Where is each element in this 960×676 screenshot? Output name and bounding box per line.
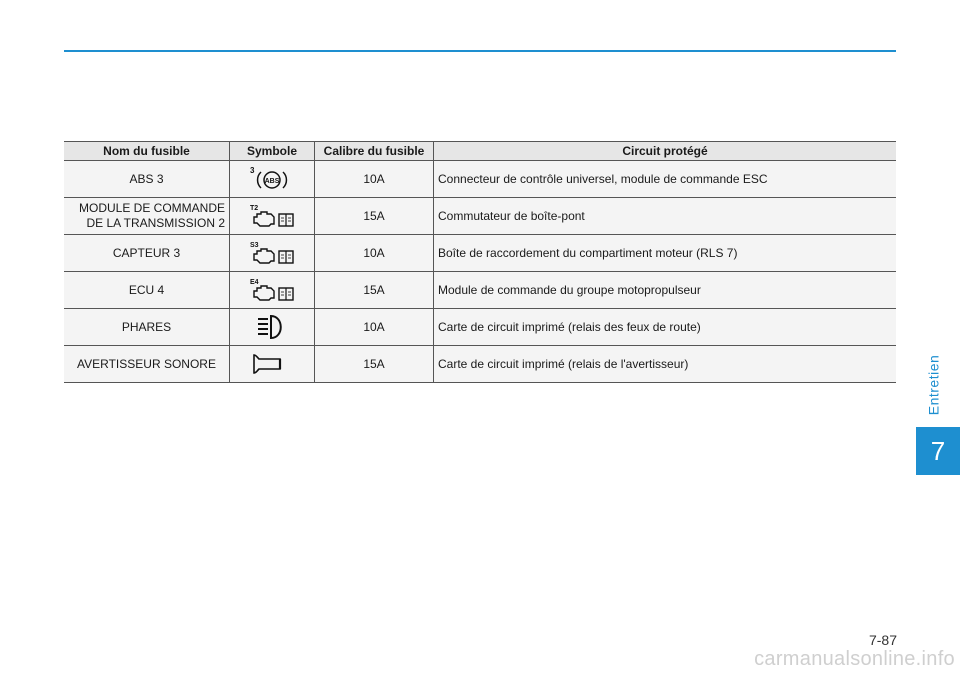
chapter-side-label: [916, 346, 950, 424]
symbol-label: T2: [250, 205, 259, 212]
chapter-number-tab: 7: [916, 427, 960, 475]
engine-manual-icon: [250, 238, 296, 268]
table-row: [64, 161, 896, 198]
svg-text:ABS: ABS: [264, 178, 280, 185]
fuse-rating: 10A: [315, 161, 434, 198]
engine-manual-icon: [250, 201, 296, 231]
fuse-symbol: [230, 235, 315, 272]
table-row: [64, 198, 896, 235]
fuse-symbol: [230, 272, 315, 309]
fuse-name: AVERTISSEUR SONORE: [64, 346, 230, 383]
protected-circuit: Boîte de raccordement du compartiment moteur (RLS 7): [434, 235, 897, 272]
symbol-label: E4: [250, 279, 259, 286]
fuse-name-line-1: MODULE DE COMMANDE: [78, 201, 225, 215]
top-rule: [64, 50, 896, 52]
headlamp-icon: [250, 312, 290, 342]
protected-circuit: Commutateur de boîte-pont: [434, 198, 897, 235]
fuse-name: ECU 4: [64, 272, 230, 309]
page-number: 7-87: [868, 632, 897, 648]
symbol-label: S3: [250, 242, 259, 249]
fuse-symbol: [230, 346, 315, 383]
table-header-row: [64, 142, 896, 161]
chapter-side-label-text: Entretien: [925, 354, 942, 416]
protected-circuit: Connecteur de contrôle universel, module de commande ESC: [434, 161, 897, 198]
abs-icon: [250, 164, 290, 194]
watermark: carmanualsonline.info: [754, 648, 955, 670]
fuse-rating: 15A: [315, 346, 434, 383]
fuse-rating: 15A: [315, 272, 434, 309]
fuse-rating: 10A: [315, 309, 434, 346]
fuse-table: [64, 141, 896, 383]
col-header-protected-circuit: Circuit protégé: [434, 142, 897, 161]
fuse-symbol: [230, 309, 315, 346]
fuse-name-line-2: DE LA TRANSMISSION 2: [86, 216, 225, 230]
table-row: [64, 272, 896, 309]
fuse-name: ABS 3: [64, 161, 230, 198]
fuse-rating: 10A: [315, 235, 434, 272]
col-header-fuse-name: Nom du fusible: [64, 142, 230, 161]
fuse-name: CAPTEUR 3: [64, 235, 230, 272]
fuse-name: PHARES: [64, 309, 230, 346]
protected-circuit: Carte de circuit imprimé (relais de l'avertisseur): [434, 346, 897, 383]
fuse-name: [64, 198, 230, 235]
engine-manual-icon: [250, 275, 296, 305]
col-header-symbol: Symbole: [230, 142, 315, 161]
table-row: [64, 346, 896, 383]
table-row: [64, 309, 896, 346]
horn-icon: [250, 349, 290, 379]
fuse-rating: 15A: [315, 198, 434, 235]
col-header-fuse-rating: Calibre du fusible: [315, 142, 434, 161]
protected-circuit: Carte de circuit imprimé (relais des feux de route): [434, 309, 897, 346]
fuse-symbol: [230, 198, 315, 235]
protected-circuit: Module de commande du groupe motopropulseur: [434, 272, 897, 309]
table-row: [64, 235, 896, 272]
symbol-label: 3: [250, 166, 255, 175]
fuse-symbol: [230, 161, 315, 198]
